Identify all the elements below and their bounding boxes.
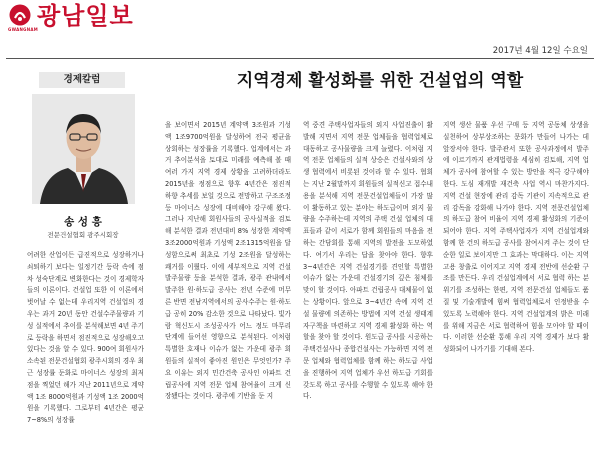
publication-date: 2017년 4월 12일 수요일 [492,46,588,56]
author-portrait-icon [32,94,135,204]
article-headline: 지역경제 활성화를 위한 건설업의 역할 [236,71,524,91]
masthead [0,0,600,36]
header-rule [6,58,594,59]
article-column-2: 을 보이면서 2015년 계약액 3조원과 기성액 1조9700억원을 달성하여 전국 평균을 상회하는 성장률을 기록했다. 업계에서는 과거 추이분석을 토대로 미래를 예측해 볼 때 여러 가지 지역 경제 상황을 고려하더라도 2015년을 정점으로 향후 4년간은 점진적 하향 추세를 보일 것으로 전망하고 구조조정 등 마이너스 성장에 대비해야 강구해 왔다. 그러나 지난해 회원사들의 공사실적을 검토해 분석한 결과 전년대비 8% 성장한 계약액 3조2000억원과 기성액 2조1315억원을 달성함으로써 최초로 기성 2조원을 달성하는 쾌거를 이뤘다. 이에 세부적으로 지역 건설 발주물량 등을 분석한 결과, 광주 관내에서 발주한 원·하도급 공사는 전년 수준에 머무른 반면 전남지역에서의 공사수주는 원·하도급 공히 20% 감소한 것으로 나타났다. 빛가람 혁신도시 조성공사가 어느 정도 마무리 단계에 들어선 영향으로 분석된다. 이처럼 특별한 호재나 이슈가 없는 가운데 광주 회원들의 실적이 좋아진 원인은 무엇인가? 주요 이유는 외지 민간건축 공사인 아파트 건립공사에 지역 전문 업체 참여율이 크게 신장됐다는 것이다. 광주에 기반을 둔 지 [165,121,291,401]
logo-subtext: GWANGNAM [8,27,39,32]
newspaper-title: 광남일보 [37,2,134,30]
author-title: 전문건설협회 광주시회장 [47,231,119,239]
section-label: 경제칼럼 [39,72,125,88]
article-column-3: 역 중견 주택사업자들의 외지 사업진출이 활발해 지면서 지역 전문 업체들을 협력업체로 대동하고 공사물량을 크게 늘렸다. 이처럼 지역 전문 업체들의 실적 상승은 건설사와의 상생 협력에서 비롯된 것이라 할 수 있다. 협회는 지난 2월말까지 회원들의 실적신고 접수내용을 분석해 지역 전문건설업체들이 가장 많이 활동하고 있는 분야는 하도급이며 외지 물량을 수주하는데 지역의 주택 건설 업체의 대표들과 같이 서로가 함께 회원들의 마음을 전하는 간담회를 통해 지역의 발전을 도모하였다. 여기서 우리는 답을 찾아야 한다. 향후 3~4년간은 지역 건설경기를 견인할 특별한 이슈가 없는 가운데 건설경기의 깊은 침체를 맞이 할 것이다. 아파트 건립공사 대체물이 없는 상황이다. 앞으로 3~4년간 속에 지역 건설 물량에 의존하는 방법에 지역 건설 생태계 자구책을 마련하고 지역 경제 활성화 하는 역할을 찾아 할 것이다. 원도급 공사를 시공하는 주택건설사나 종합건설사는 가능하면 지역 전문 업체와 협력업체를 함께 하는 하도급 사업을 진행하여 지역 업체가 우선 하도급 기회를 갖도록 하고 공사를 수행할 수 있도록 해야 한다. [303,121,433,401]
article-column-1: 어려한 산업이든 급진적으로 성장하거나 쇠퇴하기 보다는 일정기간 등락 속에 점차 성숙단계로 변화한다는 것이 경제학자들의 이론이다. 건설업 또한 이 이론에서 벗어날 수 없는데 우리지역 건설업의 경우는 과거 20년 동안 건설수주물량과 기성 실적에서 추이를 분석해보면 4년 주기로 등락을 하면서 점진적으로 성장해오고 있다는 것을 알 수 있다. 900여 회원사가 소속된 전문건설협회 광주시회의 경우 최근 성장률 둔화로 마이너스 성장의 최저점을 찍었던 해가 지난 2011년으로 계약액 1조 8000억원과 기성액 1조 2000억원을 기록했다. 그로부터 4년간은 평균 7~8%의 성장률 [27,251,144,425]
newspaper-logo-icon [9,4,31,26]
article-column-4: 지역 생산 물품 우선 구매 등 지역 공동체 상생을 실천하여 상부상조하는 문화가 만들어 나가는 데 앞장서야 한다. 발주관서 또한 공사과정에서 발주에 이르기까지 관계법령을 세심히 검토해, 지역 업체가 공사에 참여할 수 있는 방안을 적극 강구해야 한다. 도심 재개발 재건축 사업 역시 마찬가지다. 지역 건설 현장에 관리 감독 기관이 지속적으로 관리 감독을 강화해 나가야 한다. 지역 전문건설업체의 하도급 참여 비율이 지역 경제 활성화의 기준이 되어야 한다. 지역 주택사업자가 지역 건설업계와 함께 한 건의 하도급 공사를 참여시켜 주는 것이 단순한 일로 보이지만 그 효과는 막대하다. 이는 지역 고용 창출로 이어지고 지역 경제 전반에 선순환 구조를 만든다. 우리 건설업계에서 서로 협력 하는 분위기를 조성하는 한편, 지역 전문건설 업체들도 품질 및 기술개발에 힘써 협력업체로서 인정받을 수 있도록 노력해야 한다. 지역 건설업계의 밝은 미래를 위해 지금은 서로 협력하여 힘을 모아야 할 때이다. 이러한 선순환 통해 우리 지역 경제가 보다 활성화되어 나가기를 기대해 본다. [443,121,589,354]
author-name: 송 성 흥 [64,216,102,228]
